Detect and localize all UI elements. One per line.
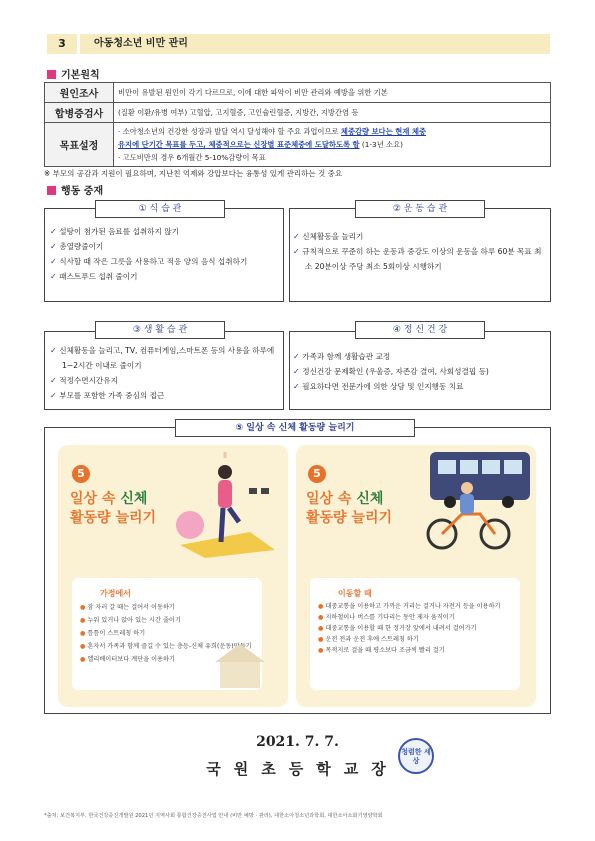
- home-card-title: 가정에서: [100, 589, 131, 598]
- dumbbell-icon: [249, 488, 257, 494]
- complication-label: 합병증검사: [45, 103, 114, 123]
- list-item: [293, 229, 545, 244]
- goal-line1: · 소아청소년의 건강한 성장과 발달 역시 달성해야 할 주요 과업이므로: [118, 127, 341, 136]
- cyclist-body: [460, 494, 474, 514]
- list-item: [293, 349, 545, 364]
- check-icon: ✓: [50, 257, 60, 266]
- mental-item-text: 필요하다면 전문가에 의한 상담 및 인지행동 치료: [302, 382, 464, 391]
- cyclist-head: [461, 482, 473, 494]
- daily-activity-title: ⑤ 일상 속 신체 활동량 늘리기: [175, 419, 415, 437]
- home-item-text: 엘리베이터보다 계단을 이용하기: [87, 656, 175, 663]
- goal-cell: [114, 123, 551, 167]
- goal-line1-underlined: 체중감량 보다는 현재 체중: [340, 127, 427, 136]
- life-list: [50, 343, 276, 403]
- list-item: [50, 373, 276, 388]
- bullet-icon: ●: [318, 647, 326, 654]
- list-item: [293, 379, 545, 394]
- goal-line3: · 고도비만의 경우 6개월간 5-10%감량이 목표: [118, 153, 266, 162]
- home-item-text: 누워 있거나 앉아 있는 시간 줄이기: [87, 617, 181, 624]
- bike-frame: [442, 514, 495, 534]
- person-leg: [221, 508, 223, 542]
- moving-card-list: [318, 601, 508, 656]
- eating-item-text: 총열량줄이기: [59, 242, 104, 251]
- person-leg: [229, 508, 239, 522]
- life-title: ③ 생 활 습 관: [95, 321, 225, 339]
- mental-item-text: 가족과 함께 생활습관 교정: [302, 352, 391, 361]
- bus-bike-illustration: [420, 448, 532, 553]
- goal-label: 목표설정: [45, 123, 114, 167]
- eating-item-text: 식사할 때 작은 그릇을 사용하고 적응 양의 음식 섭취하기: [59, 257, 248, 266]
- cause-text: 비만이 유발된 원인이 각기 다르므로, 이에 대한 파악이 비만 관리와 예방을 위한 기본: [114, 83, 551, 103]
- home-headline-line1: [70, 488, 147, 508]
- eating-list: [50, 224, 276, 284]
- mental-list: [293, 349, 545, 394]
- life-item-text: 신체활동을 늘리고, TV, 컴퓨터게임,스마트폰 등의 사용을 하루에 1~2시간 이내로 줄이기: [59, 346, 275, 370]
- list-item: [50, 388, 276, 403]
- exercise-ball-icon: [176, 511, 204, 539]
- goal-line2-post: (1-3년 소요): [359, 140, 404, 149]
- moving-item-text: 운전 전과 운전 후에 스트레칭 하기: [325, 636, 419, 643]
- moving-item-text: 목적지로 걸을 때 평소보다 조금씩 빨리 걸기: [325, 647, 445, 654]
- basic-heading-text: 기본원칙: [61, 70, 100, 81]
- home-item-text: 혼자서 가족과 함께 즐길 수 있는 층등-신체 유희(운동)만들기: [87, 643, 252, 650]
- list-item: [318, 601, 508, 612]
- check-icon: ✓: [50, 391, 60, 400]
- eating-item-text: 설탕이 첨가된 음료를 섭취하지 않기: [59, 227, 179, 236]
- check-icon: ✓: [293, 367, 303, 376]
- moving-item-text: 대중교통을 이용하고 가까운 거리는 걸거나 자전거 등을 이용하기: [325, 603, 501, 610]
- person-head: [218, 465, 232, 479]
- person-body: [218, 480, 232, 508]
- list-item: [50, 239, 276, 254]
- pink-square-icon: [47, 70, 56, 79]
- list-item: [50, 269, 276, 284]
- bullet-icon: ●: [318, 614, 326, 621]
- moving-headline-line2: 활동량 늘리기: [306, 510, 393, 526]
- check-icon: ✓: [293, 232, 303, 241]
- home-item-text: 틈틈이 스트레칭 하기: [87, 630, 146, 637]
- check-icon: ✓: [293, 352, 303, 361]
- yoga-illustration: [165, 450, 283, 560]
- house-icon: [210, 640, 270, 690]
- headline-part: 일상 속: [70, 491, 121, 507]
- bullet-icon: ●: [318, 636, 326, 643]
- footer-date: 2021. 7. 7.: [256, 734, 339, 750]
- check-icon: ✓: [50, 242, 60, 251]
- check-icon: ✓: [50, 227, 60, 236]
- check-icon: ✓: [293, 247, 303, 256]
- list-item: [50, 343, 276, 373]
- note-text: ※ 부모의 공감과 지원이 필요하며, 지난친 억제와 강압보다는 융통성 있게 관리하는 것 중요: [44, 169, 343, 178]
- pink-square-icon: [47, 186, 56, 195]
- section-title: 아동청소년 비만 관리: [80, 34, 550, 54]
- headline-highlight: 신체: [356, 491, 384, 507]
- section-number: 3: [47, 34, 77, 54]
- exercise-item-text: 신체활동을 늘리기: [302, 232, 364, 241]
- list-item: [80, 614, 258, 627]
- moving-item-text: 지하철이나 버스를 기다리는 동안 제자 움직이기: [325, 614, 455, 621]
- check-icon: ✓: [293, 382, 303, 391]
- dumbbell-icon: [261, 488, 269, 494]
- bus-icon: [430, 452, 530, 500]
- exercise-list: [293, 229, 545, 274]
- list-item: [80, 601, 258, 614]
- mental-title: ④ 정 신 건 강: [355, 321, 485, 339]
- life-item-text: 부모를 포함한 가족 중심의 접근: [59, 391, 165, 400]
- bullet-icon: ●: [80, 630, 88, 637]
- eating-item-text: 패스트푸드 섭취 줄이기: [59, 272, 138, 281]
- moving-card-title: 이동할 때: [338, 589, 372, 598]
- home-item-text: 잠 자러 갈 때는 걸어서 이동하기: [87, 604, 175, 611]
- footer-source: *출처: 보건복지부, 한국건강증진개발원 2021년 지역사회 통합건강증진사업 안내 (비만 예방 · 관리), 대한소아청소년과학회, 대한소아소화기영양학회: [44, 813, 383, 819]
- bullet-icon: ●: [318, 625, 326, 632]
- list-item: [50, 254, 276, 269]
- list-item: [318, 645, 508, 656]
- list-item: [80, 627, 258, 640]
- moving-item-text: 대중교통을 이용할 때 한 정거장 앞에서 내려서 걸어가기: [325, 625, 477, 632]
- bullet-icon: ●: [80, 604, 88, 611]
- list-item: [293, 364, 545, 379]
- behavior-heading: [47, 182, 103, 197]
- behavior-heading-text: 행동 중재: [61, 186, 104, 197]
- school-seal-icon: 청렴한 세상: [398, 738, 434, 774]
- headline-part: 일상 속: [306, 491, 357, 507]
- complication-text: (질환 이환/유병 여부) 고혈압, 고지혈증, 고인슐린혈증, 지방간, 지방간염 등: [114, 103, 551, 123]
- principles-table: [44, 82, 551, 167]
- headline-highlight: 신체: [120, 491, 148, 507]
- list-item: [293, 244, 545, 274]
- basic-principles-heading: [47, 66, 100, 81]
- list-item: [50, 224, 276, 239]
- check-icon: ✓: [50, 376, 60, 385]
- bullet-icon: ●: [80, 617, 88, 624]
- bullet-icon: ●: [80, 656, 88, 663]
- check-icon: ✓: [50, 346, 60, 355]
- bullet-icon: ●: [318, 603, 326, 610]
- exercise-title: ② 운 동 습 관: [355, 200, 485, 218]
- number-badge: 5: [308, 465, 326, 483]
- cause-label: 원인조사: [45, 83, 114, 103]
- list-item: [318, 634, 508, 645]
- footer-school: 국원초등학교장: [206, 760, 399, 778]
- exercise-item-text: 규칙적으로 꾸준히 하는 운동과 중강도 이상의 운동을 하루 60분 목표 최소 20분이상 주당 최소 5회이상 시행하기: [302, 247, 542, 271]
- list-item: [318, 623, 508, 634]
- eating-title: ① 식 습 관: [95, 200, 225, 218]
- check-icon: ✓: [50, 272, 60, 281]
- list-item: [318, 612, 508, 623]
- life-item-text: 적정수면시간유지: [59, 376, 118, 385]
- bullet-icon: ●: [80, 643, 88, 650]
- moving-headline-line1: [306, 488, 383, 508]
- goal-line2-underlined: 유지에 단기간 목표를 두고, 체중적으로는 신장별 표준체중에 도달하도록 함: [118, 140, 360, 149]
- mental-item-text: 정신건강 문제확인 (우울증, 자존감 결여, 사회성결핍 등): [302, 367, 489, 376]
- home-headline-line2: 활동량 늘리기: [70, 510, 157, 526]
- number-badge: 5: [72, 465, 90, 483]
